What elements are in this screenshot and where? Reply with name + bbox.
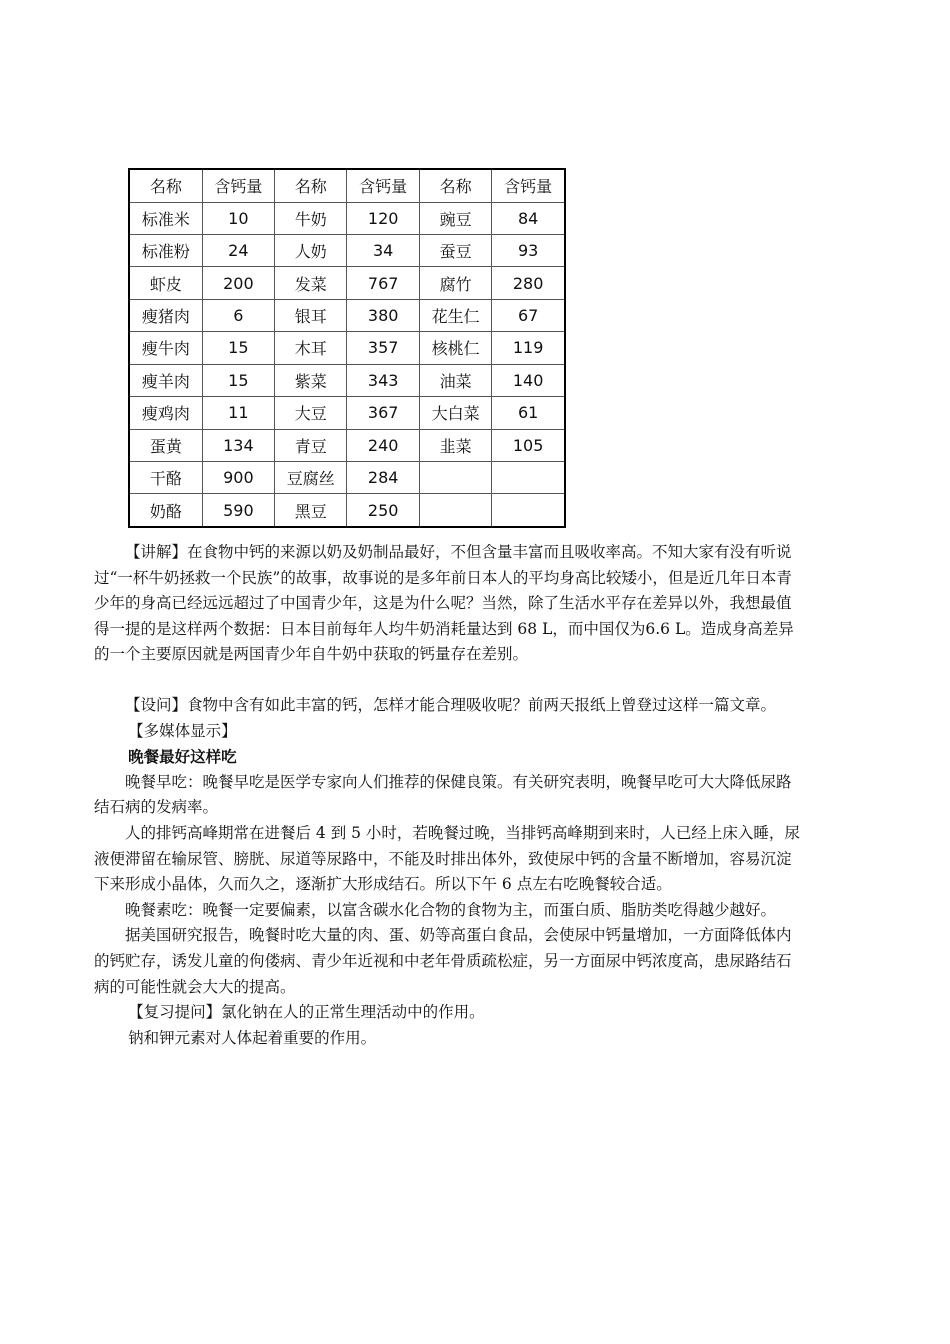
table-cell: 200 bbox=[202, 267, 274, 299]
table-cell: 虾皮 bbox=[129, 267, 202, 299]
table-cell: 140 bbox=[492, 364, 565, 396]
table-cell: 120 bbox=[347, 202, 419, 234]
table-row bbox=[129, 332, 565, 364]
table-cell: 标准米 bbox=[129, 202, 202, 234]
table-cell: 花生仁 bbox=[419, 299, 491, 331]
table-cell: 牛奶 bbox=[275, 202, 347, 234]
table-row bbox=[129, 299, 565, 331]
table-cell: 11 bbox=[202, 397, 274, 429]
table-cell: 瘦鸡肉 bbox=[129, 397, 202, 429]
table-cell: 84 bbox=[492, 202, 565, 234]
table-cell: 发菜 bbox=[275, 267, 347, 299]
table-cell: 青豆 bbox=[275, 429, 347, 461]
table-cell: 人奶 bbox=[275, 235, 347, 267]
table-cell: 豆腐丝 bbox=[275, 461, 347, 493]
table-cell: 大白菜 bbox=[419, 397, 491, 429]
table-cell: 284 bbox=[347, 461, 419, 493]
table-cell: 119 bbox=[492, 332, 565, 364]
table-cell: 瘦牛肉 bbox=[129, 332, 202, 364]
table-cell: 银耳 bbox=[275, 299, 347, 331]
table-cell: 367 bbox=[347, 397, 419, 429]
table-cell: 67 bbox=[492, 299, 565, 331]
table-row bbox=[129, 267, 565, 299]
header-cell: 含钙量 bbox=[347, 169, 419, 202]
table-cell: 6 bbox=[202, 299, 274, 331]
sodium-potassium-paragraph: 钠和钾元素对人体起着重要的作用。 bbox=[128, 1028, 377, 1047]
table-cell: 10 bbox=[202, 202, 274, 234]
table-row bbox=[129, 397, 565, 429]
table-row bbox=[129, 494, 565, 527]
table-cell: 瘦猪肉 bbox=[129, 299, 202, 331]
table-cell: 240 bbox=[347, 429, 419, 461]
table-cell: 61 bbox=[492, 397, 565, 429]
article-title: 晚餐最好这样吃 bbox=[128, 747, 237, 767]
header-cell: 名称 bbox=[419, 169, 491, 202]
table-cell: 134 bbox=[202, 429, 274, 461]
table-row bbox=[129, 429, 565, 461]
explain-paragraph: 【讲解】在食物中钙的来源以奶及奶制品最好，不但含量丰富而且吸收率高。不知大家有没有听说过“一杯牛奶拯救一个民族”的故事，故事说的是多年前日本人的平均身高比较矮小，但是近几年日本青少年的身高已经远远超过了中国青少年，这是为什么呢？当然，除了生活水平存在差异以外，我想最值得一提的是这样两个数据：日本目前每年人均牛奶消耗量达到 68 L，而中国仅为6.6 L。造成身高差异的一个主要原因就是两国青少年自牛奶中获取的钙量存在差别。 bbox=[94, 543, 794, 664]
table-cell: 油菜 bbox=[419, 364, 491, 396]
table-cell bbox=[492, 461, 565, 493]
table-row bbox=[129, 364, 565, 396]
header-cell: 含钙量 bbox=[202, 169, 274, 202]
vegetarian-dinner-paragraph: 晚餐素吃：晚餐一定要偏素，以富含碳水化合物的食物为主，而蛋白质、脂肪类吃得越少越好。 bbox=[125, 900, 777, 919]
header-cell: 名称 bbox=[129, 169, 202, 202]
table-cell: 105 bbox=[492, 429, 565, 461]
table-cell: 357 bbox=[347, 332, 419, 364]
table-cell: 豌豆 bbox=[419, 202, 491, 234]
table-cell: 木耳 bbox=[275, 332, 347, 364]
table-cell: 蚕豆 bbox=[419, 235, 491, 267]
review-question-paragraph: 【复习提问】氯化钠在人的正常生理活动中的作用。 bbox=[128, 1003, 485, 1022]
table-cell: 590 bbox=[202, 494, 274, 527]
table-cell: 蛋黄 bbox=[129, 429, 202, 461]
table-cell: 343 bbox=[347, 364, 419, 396]
calcium-content-table bbox=[128, 168, 566, 528]
table-header-row bbox=[129, 169, 565, 202]
table-cell: 奶酪 bbox=[129, 494, 202, 527]
table-cell bbox=[419, 461, 491, 493]
header-cell: 名称 bbox=[275, 169, 347, 202]
header-cell: 含钙量 bbox=[492, 169, 565, 202]
table-cell: 瘦羊肉 bbox=[129, 364, 202, 396]
table-cell: 标准粉 bbox=[129, 235, 202, 267]
table-cell: 15 bbox=[202, 364, 274, 396]
research-report-paragraph: 据美国研究报告，晚餐时吃大量的肉、蛋、奶等高蛋白食品，会使尿中钙量增加，一方面降低体内的钙贮存，诱发儿童的佝偻病、青少年近视和中老年骨质疏松症，另一方面尿中钙浓度高，患尿路结石病的可能性就会大大的提高。 bbox=[94, 926, 792, 996]
table-cell: 韭菜 bbox=[419, 429, 491, 461]
table-cell: 34 bbox=[347, 235, 419, 267]
table-cell: 24 bbox=[202, 235, 274, 267]
table-cell: 核桃仁 bbox=[419, 332, 491, 364]
table-cell: 大豆 bbox=[275, 397, 347, 429]
table-cell: 腐竹 bbox=[419, 267, 491, 299]
table-cell: 250 bbox=[347, 494, 419, 527]
table-cell: 干酪 bbox=[129, 461, 202, 493]
table-cell bbox=[419, 494, 491, 527]
table-cell: 767 bbox=[347, 267, 419, 299]
table-row bbox=[129, 202, 565, 234]
calcium-peak-paragraph: 人的排钙高峰期常在进餐后 4 到 5 小时，若晚餐过晚，当排钙高峰期到来时，人已经上床入睡，尿液便滞留在输尿管、膀胱、尿道等尿路中，不能及时排出体外，致使尿中钙的含量不断增加，容易沉淀下来形成小晶体，久而久之，逐渐扩大形成结石。所以下午 6 点左右吃晚餐较合适。 bbox=[94, 823, 800, 894]
table-cell: 黑豆 bbox=[275, 494, 347, 527]
table-cell: 15 bbox=[202, 332, 274, 364]
paragraph-gap bbox=[94, 668, 802, 693]
table-row bbox=[129, 235, 565, 267]
table-cell bbox=[492, 494, 565, 527]
document-body bbox=[94, 540, 802, 1051]
question-paragraph: 【设问】食物中含有如此丰富的钙，怎样才能合理吸收呢？前两天报纸上曾登过这样一篇文章。 bbox=[125, 695, 777, 714]
table-cell: 93 bbox=[492, 235, 565, 267]
early-dinner-paragraph: 晚餐早吃：晚餐早吃是医学专家向人们推荐的保健良策。有关研究表明，晚餐早吃可大大降低尿路结石病的发病率。 bbox=[94, 772, 792, 817]
multimedia-label: 【多媒体显示】 bbox=[128, 721, 237, 740]
table-cell: 380 bbox=[347, 299, 419, 331]
table-cell: 900 bbox=[202, 461, 274, 493]
table-row bbox=[129, 461, 565, 493]
table-cell: 紫菜 bbox=[275, 364, 347, 396]
table-cell: 280 bbox=[492, 267, 565, 299]
